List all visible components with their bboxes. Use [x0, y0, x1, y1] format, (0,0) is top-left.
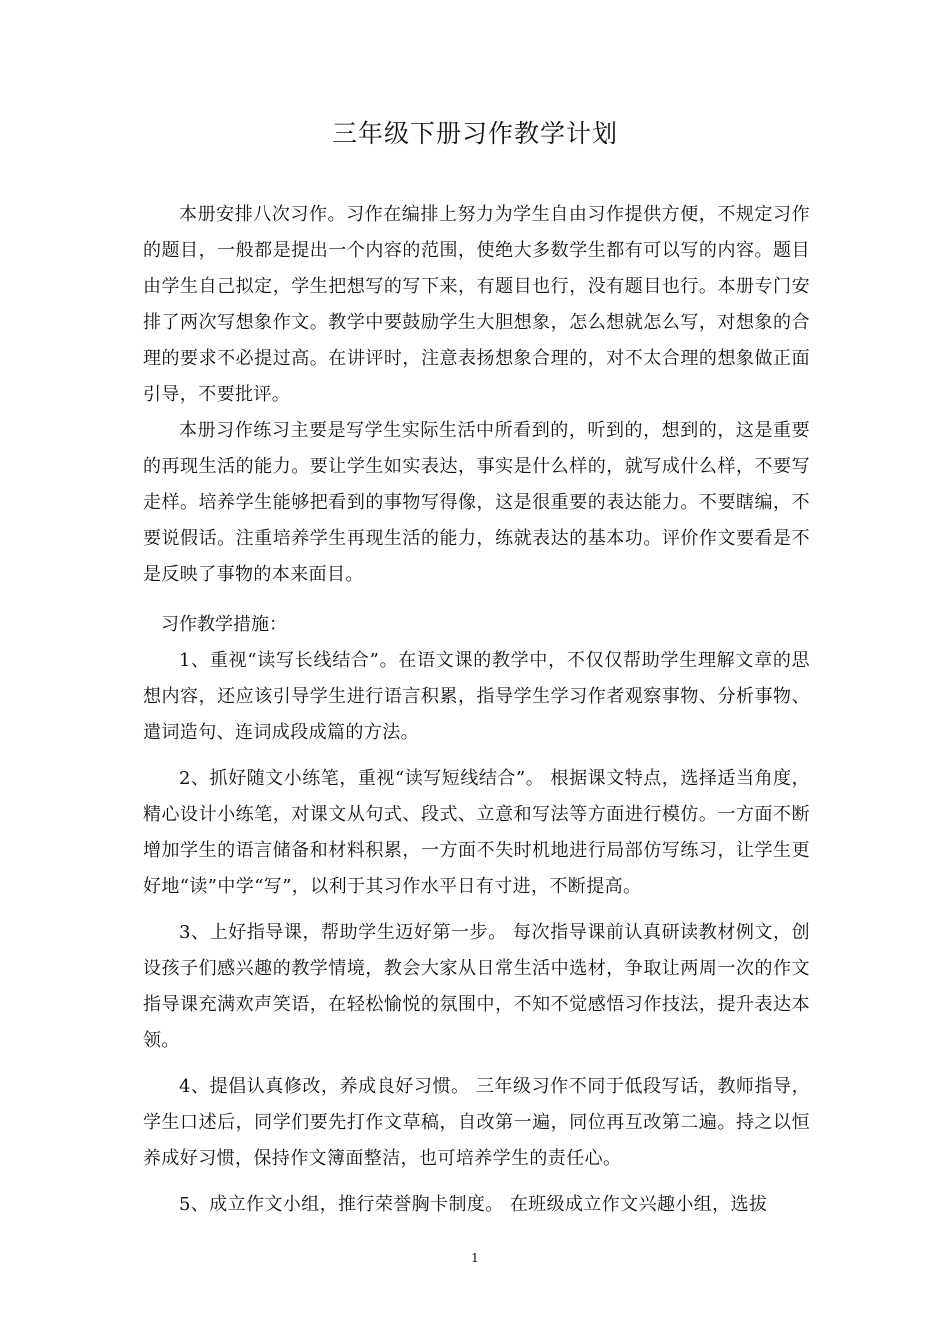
- intro-paragraph-2: 本册习作练习主要是写学生实际生活中所看到的，听到的，想到的，这是重要的再现生活的能力。要让学生如实表达，事实是什么样的，就写成什么样，不要写走样。培养学生能够把看到的事物写得像，这是很重要的表达能力。不要瞎编，不要说假话。注重培养学生再现生活的能力，练就表达的基本功。评价作文要看是不是反映了事物的本来面目。: [143, 420, 810, 585]
- measures-heading: 习作教学措施：: [161, 614, 287, 635]
- page-number: 1: [471, 1251, 479, 1265]
- document-title: 三年级下册习作教学计划: [331, 119, 618, 148]
- measure-item-3: 3、上好指导课，帮助学生迈好第一步。 每次指导课前认真研读教材例文，创设孩子们感兴趣的教学情境，教会大家从日常生活中选材，争取让两周一次的作文指导课充满欢声笑语，在轻松愉悦的氛围中，不知不觉感悟习作技法，提升表达本领。: [143, 922, 810, 1051]
- measure-item-1: 1、重视“读写长线结合”。在语文课的教学中，不仅仅帮助学生理解文章的思想内容，还应该引导学生进行语言积累，指导学生学习作者观察事物、分析事物、遣词造句、连词成段成篇的方法。: [143, 650, 810, 743]
- measure-item-2: 2、抓好随文小练笔，重视“读写短线结合”。 根据课文特点，选择适当角度，精心设计小练笔，对课文从句式、段式、立意和写法等方面进行模仿。一方面不断增加学生的语言储备和材料积累，一方面不失时机地进行局部仿写练习，让学生更好地“读”中学“写”，以利于其习作水平日有寸进，不断提高。: [143, 768, 810, 897]
- intro-paragraph-1: 本册安排八次习作。习作在编排上努力为学生自由习作提供方便，不规定习作的题目，一般都是提出一个内容的范围，使绝大多数学生都有可以写的内容。题目由学生自己拟定，学生把想写的写下来，有题目也行，没有题目也行。本册专门安排了两次写想象作文。教学中要鼓励学生大胆想象，怎么想就怎么写，对想象的合理的要求不必提过高。在讲评时，注意表扬想象合理的，对不太合理的想象做正面引导，不要批评。: [143, 204, 810, 405]
- document-body: [143, 197, 810, 1223]
- measure-item-4: 4、提倡认真修改，养成良好习惯。 三年级习作不同于低段写话，教师指导，学生口述后，同学们要先打作文草稿，自改第一遍，同位再互改第二遍。持之以恒养成好习惯，保持作文簿面整洁，也可培养学生的责任心。: [143, 1076, 810, 1169]
- measure-item-5: 5、成立作文小组，推行荣誉胸卡制度。 在班级成立作文兴趣小组，选拔: [179, 1194, 768, 1215]
